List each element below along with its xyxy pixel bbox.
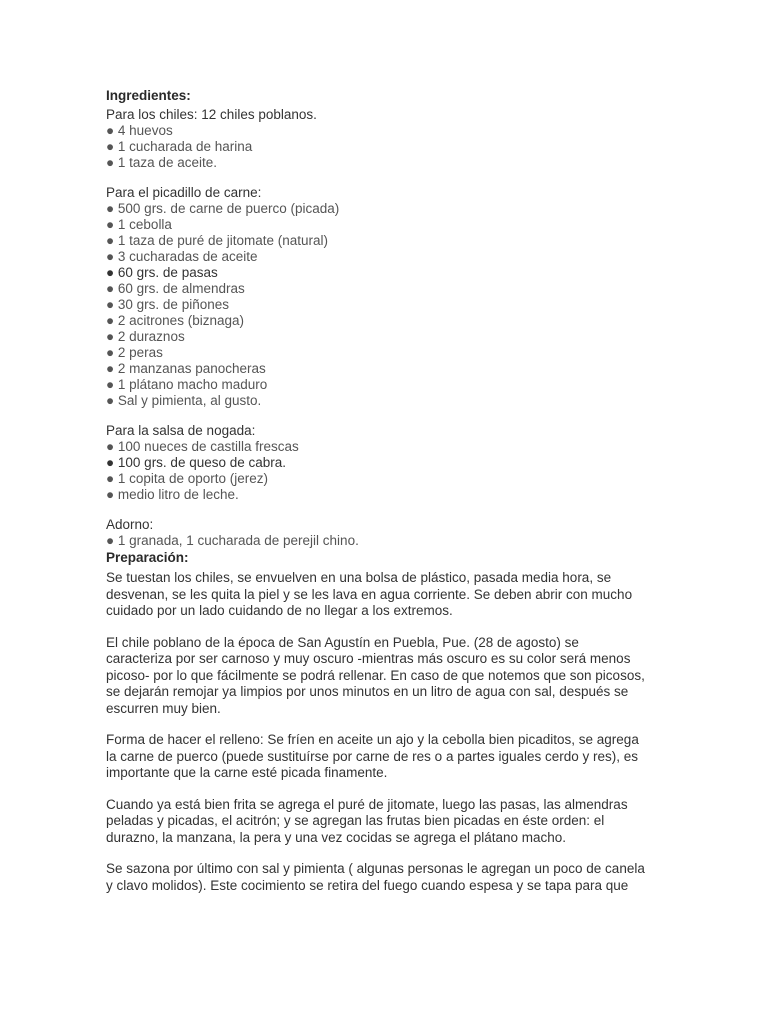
picadillo-item: ● Sal y pimienta, al gusto. bbox=[106, 393, 262, 408]
paragraph-line: escurren muy bien. bbox=[106, 700, 221, 716]
paragraph-line: durazno, la manzana, la pera y una vez cocidas se agrega el plátano macho. bbox=[106, 829, 567, 845]
paragraph-line: la carne de puerco (puede sustituírse por carne de res o a partes iguales cerdo y res), es bbox=[106, 748, 639, 764]
paragraph-line: caracteriza por ser carnoso y muy oscuro -mientras más oscuro es su color será menos bbox=[106, 651, 631, 666]
picadillo-item: ● 500 grs. de carne de puerco (picada) bbox=[106, 201, 340, 216]
salsa-title: Para la salsa de nogada: bbox=[106, 423, 256, 438]
paragraph-line: y clavo molidos). Este cocimiento se retira del fuego cuando espesa y se tapa para que bbox=[106, 877, 629, 893]
picadillo-item: ● 60 grs. de pasas bbox=[106, 265, 218, 280]
paragraph-line: Cuando ya está bien frita se agrega el puré de jitomate, luego las pasas, las almendras bbox=[106, 796, 628, 812]
picadillo-item: ● 2 peras bbox=[106, 345, 163, 360]
recipe-page bbox=[106, 87, 666, 909]
picadillo-item: ● 2 manzanas panocheras bbox=[106, 361, 266, 376]
salsa-group bbox=[106, 423, 666, 503]
picadillo-group bbox=[106, 185, 666, 409]
paragraph-line: picoso- por lo que fácilmente se podrá rellenar. En caso de que notemos que son picosos, bbox=[106, 667, 645, 683]
paragraph-line: se dejarán remojar ya limpios por unos minutos en un litro de agua con sal, después se bbox=[106, 684, 629, 699]
paragraph-line: Se tuestan los chiles, se envuelven en una bolsa de plástico, pasada media hora, se bbox=[106, 570, 612, 585]
salsa-item: ● 100 grs. de queso de cabra. bbox=[106, 455, 287, 470]
paragraph bbox=[106, 797, 666, 847]
picadillo-item: ● 1 cebolla bbox=[106, 217, 172, 232]
paragraph-line: Se sazona por último con sal y pimienta ( algunas personas le agregan un poco de canela bbox=[106, 861, 645, 876]
picadillo-title: Para el picadillo de carne: bbox=[106, 185, 262, 200]
chiles-group bbox=[106, 107, 666, 171]
paragraph-line: El chile poblano de la época de San Agustín en Puebla, Pue. (28 de agosto) se bbox=[106, 634, 579, 650]
adorno-item: ● 1 granada, 1 cucharada de perejil chino. bbox=[106, 533, 359, 548]
picadillo-item: ● 1 taza de puré de jitomate (natural) bbox=[106, 233, 329, 248]
chiles-item: ● 1 cucharada de harina bbox=[106, 139, 253, 154]
chiles-item: ● 1 taza de aceite. bbox=[106, 155, 217, 170]
picadillo-item: ● 3 cucharadas de aceite bbox=[106, 249, 258, 264]
ingredients-heading: Ingredientes: bbox=[106, 88, 191, 103]
salsa-item: ● 1 copita de oporto (jerez) bbox=[106, 471, 268, 486]
paragraph-line: importante que la carne esté picada finamente. bbox=[106, 765, 388, 780]
preparation-heading: Preparación: bbox=[106, 550, 189, 565]
picadillo-item: ● 30 grs. de piñones bbox=[106, 297, 229, 312]
paragraph-line: peladas y picadas, el acitrón; y se agregan las frutas bien picadas en éste orden: el bbox=[106, 813, 605, 828]
paragraph-line: desvenan, se les quita la piel y se les lava en agua corriente. Se deben abrir con mucho bbox=[106, 586, 633, 602]
picadillo-item: ● 2 acitrones (biznaga) bbox=[106, 313, 244, 328]
paragraph bbox=[106, 732, 666, 782]
paragraph bbox=[106, 570, 666, 620]
paragraph-line: cuidado por un lado cuidando de no llegar a los extremos. bbox=[106, 603, 453, 618]
adorno-group bbox=[106, 517, 666, 549]
paragraph bbox=[106, 635, 666, 718]
chiles-title: Para los chiles: 12 chiles poblanos. bbox=[106, 107, 317, 122]
picadillo-item: ● 2 duraznos bbox=[106, 329, 185, 344]
paragraph-line: Forma de hacer el relleno: Se fríen en aceite un ajo y la cebolla bien picaditos, se agrega bbox=[106, 732, 639, 747]
salsa-item: ● medio litro de leche. bbox=[106, 487, 239, 502]
picadillo-item: ● 1 plátano macho maduro bbox=[106, 377, 268, 392]
chiles-item: ● 4 huevos bbox=[106, 123, 173, 138]
salsa-item: ● 100 nueces de castilla frescas bbox=[106, 439, 299, 454]
adorno-title: Adorno: bbox=[106, 517, 154, 532]
paragraph bbox=[106, 861, 666, 894]
picadillo-item: ● 60 grs. de almendras bbox=[106, 281, 245, 296]
